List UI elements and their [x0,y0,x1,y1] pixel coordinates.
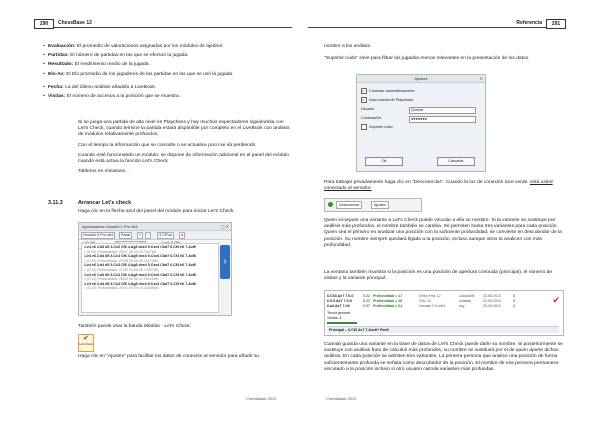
paragraph: Cuando esté funcionando un módulo, se dispone de información adicional en el panel del módulo cuando está activa la función Let's Check [78,152,289,165]
line-moves: 1.e4 e6 2.d4 d5 3.Cc3 Cf6 4.Ag5 dxe4 5.Cxe4 Cbd7 6.Cf3 h6 7.Axf6 [84,272,197,277]
page-number: 291 [546,19,566,29]
paragraph: Para trabajar privadamente haga clic en "Desconectar". Cuando la luz de conexión luce verde, está usted conectado al servidor. [324,180,553,192]
stats-ev: 0.22 [363,294,370,298]
auto-connect-checkbox[interactable]: ✔ Conectar automáticamente [362,89,415,93]
header-rule [54,27,292,28]
bullet-list: • Evaluación: El promedio de valoraciones asignadas por los módulos de ajedrez. • Partidas: El número de partidas en las que se efectuó la jugada. • Resultado: El rendimiento medio de la jugada. • Elo-Av: El Elo promedio de los jugadores de las partidas en las que se usó la jugada. • Fecha: La del último análisis añadido a LiveBook. • Visitas: El número de accesos a la posición que se muestra. [48,44,284,100]
engine-select[interactable]: Houdini 3 Pro x64 [83,233,114,237]
settings-form [361,87,481,132]
settings-button[interactable]: Ajustes [371,201,389,209]
paragraph: La ventana también muestra si la posición es una posición de apertura conocida (principal), el número de visitas y la variante principal. [324,270,553,282]
password-input[interactable]: ●●●●●●● [409,116,476,123]
page-header [34,19,292,28]
engine-window [78,222,232,316]
stats-n: 2 [513,304,515,308]
page-header [308,19,566,28]
password-label: Contraseña [361,116,381,120]
letscheck-toolbar [324,198,422,212]
pin-icon[interactable]: ● [181,233,184,237]
paragraph: Si se juega una partida de alto nivel en Playchess y hay muchos espectadores siguiéndola con Let's Check, cuando termine la partida estará disponible por completo en el LiveBook con análisis de módulos relativamente profundos. [78,120,290,138]
stats-n: 5 [513,294,515,298]
paragraph: Tableros en miniatura... [78,169,129,175]
paragraph: Haga clic en "Ajustes" para facilitar los datos de conexión al servidor para añadir su [78,354,259,359]
cpus-select[interactable]: 3 CPUs [159,233,173,237]
analysis-lines [81,243,219,313]
letscheck-label: Let's Check [79,343,93,346]
paragraph: Cuando guarda una variante en la base de datos de Let's Check puede darle su nombre. Si posteriormente se sustituye con análisis fruto de cálculos más profundos, su nombre se sustituirá por el de quien aporte dichos análisis. En cada posición se admiten tres variantes. La primera persona que analice una posición de forma suficientemente profunda se señala como descubridor de la posición. El nombre de esa persona permanece vinculado a la posición incluso si otro usuario calcula variantes más profundas. [324,342,563,372]
cancel-button[interactable]: Cancelar [437,157,475,166]
running-title: Referencia [516,20,542,26]
user-input[interactable]: Questa [409,107,476,114]
line-eval: = (0.24) Profundidad: 28/40 00:00:11 26441kN [84,277,158,282]
stats-depth: Profundidad = 27 [373,294,403,298]
stats-date: 22.06.2012 [483,299,501,303]
page-footer: ChessBase 2012 [246,396,277,401]
line-eval: = (0.24) Profundidad: 26/37 00:00:03 7807kN [84,249,157,254]
engine-toolbar [79,231,231,240]
stats-depth: Profundidad = 24 [373,304,403,308]
line-moves: 1.e4 e6 2.d4 d5 3.Cc3 Cf6 4.Ag5 dxe4 5.Cxe4 Cbd7 6.Cf3 h6 7.Axf6 [84,263,197,268]
stats-n: 9 [513,299,515,303]
analysis-line[interactable] [84,263,216,272]
dialog-titlebar: Ajustes ✕ [357,75,485,83]
line-moves: 1.e4 e6 2.d4 d5 3.Cc3 Cf6 4.Ag5 dxe4 5.Cxe4 Cbd7 6.Cf3 h6 7.Axf6 [84,245,197,249]
right-page [300,0,600,424]
paragraph: Haga clic en la flecha azul del panel del módulo para iniciar Let's Check. [78,209,235,214]
paragraph: nombre a los análisis. [324,44,372,49]
running-title: ChessBase 12 [58,20,92,26]
disconnect-button[interactable]: Desconectar [336,201,362,209]
stats-rows [327,294,537,309]
settings-dialog [356,74,486,172]
line-eval: = (0.24) Profundidad: 29/41 00:00:15 42400kN [84,286,159,291]
analysis-line[interactable] [84,245,216,254]
stats-mv: 6.a4 Ae7 7.h3 [327,304,350,308]
remove-icon[interactable]: − [147,233,150,237]
section-title: Arrancar Let's check [78,200,132,206]
window-titlebar: Apuntadores Houdini 1 Pro x64 ▢ ✕ [79,223,231,231]
playchess-account-checkbox[interactable]: ✔ Usar cuenta de Playchess [362,98,414,102]
stats-who: Fritz 12 [419,299,431,303]
paragraph: También puede usar la banda Módulo - Let's Check. [78,324,191,329]
paragraph: "Suprimir ruido" sirve para filtrar las jugadas menos relevantes en la presentación de los datos. [324,56,530,61]
line-eval: = (0.24) Profundidad: 27/38 00:00:05 11873kN [84,258,158,263]
connection-light-icon [328,202,333,207]
line-eval: = (0.24) Profundidad: 27/39 00:00:08 17927kN [84,267,159,272]
letscheck-arrow-button[interactable]: › [220,245,230,279]
analysis-line[interactable] [84,273,216,282]
stats-mv: 6.Ch3 Ae7 7.0-0 [327,294,354,298]
checkmark-icon: ✔ [552,295,560,305]
suppress-noise-checkbox[interactable]: Suprimir ruido [361,123,481,132]
stats-depth: Profundidad = 28 [373,299,403,303]
analysis-line[interactable] [84,282,216,291]
stats-ev: 0.22 [363,299,370,303]
section-number: 3.11.3 [48,200,63,206]
visits-count: Visitas: 8 [327,316,342,320]
stats-date: 23.06.2012 [483,294,501,298]
stats-who: Deep Fritz 12 [419,294,441,298]
letscheck-ribbon-button[interactable] [78,334,94,352]
line-moves: 1.e4 e6 2.d4 d5 3.Cc3 Cf6 4.Ag5 dxe4 5.Cxe4 Cbd7 6.Cf3 h6 7.Axf6 [84,281,197,286]
main-line: Principal – 6.Cf3 Ae7 7.Axe6+ Rxe6 [327,326,559,333]
letscheck-stats-panel [324,290,564,336]
window-controls[interactable]: ▢ ✕ [220,224,229,229]
add-icon[interactable]: + [139,233,142,237]
progress-bar [327,322,357,324]
close-icon[interactable]: ✕ [479,76,483,81]
stats-who: Houdini 2.0 w64 [419,304,445,308]
page-number: 290 [34,19,54,29]
page-footer: ChessBase 2012 [326,396,357,401]
stats-mv: 6.0-0 Ae7 7.0-0 [327,299,352,303]
stats-user: sey [459,304,465,308]
stats-row[interactable] [327,304,537,309]
stop-button[interactable]: Parar [121,233,131,237]
stats-user: Juhasz08 [459,294,475,298]
user-label: Usuario [361,107,375,111]
ok-button[interactable]: Ok [365,157,403,166]
paragraph: Con el tiempo la información que se consulte o se actualice poco se irá perdiendo. [78,142,257,148]
paragraph: Quien incorpore una variante a Let's Check puede vincular a ella su nombre. Si la variante se sustituye por análisis más profundos, el nombre también se cambia. Se permiten hasta tres variantes para cada posición. Quien sea el primero en analizar una posición con la suficiente profundidad, se convierte en descubridor de la posición. Su nombre siempre quedará ligado a la posición, incluso aunque otros la analicen con más profundidad. [324,218,562,248]
analysis-line[interactable] [84,254,216,263]
body-text [78,120,290,175]
line-moves: 1.e4 e6 2.d4 d5 3.Cc3 Cf6 4.Ag5 dxe4 5.Cxe4 Cbd7 6.Cf3 h6 7.Axf6 [84,254,197,259]
stats-ev: 0.07 [363,304,370,308]
stats-date: 20.06.2012 [483,304,501,308]
theory-label: Teoría general [327,311,350,315]
stats-user: chiakak [459,299,472,303]
checkmark-icon: ✔ [83,335,89,342]
header-rule [308,27,546,28]
